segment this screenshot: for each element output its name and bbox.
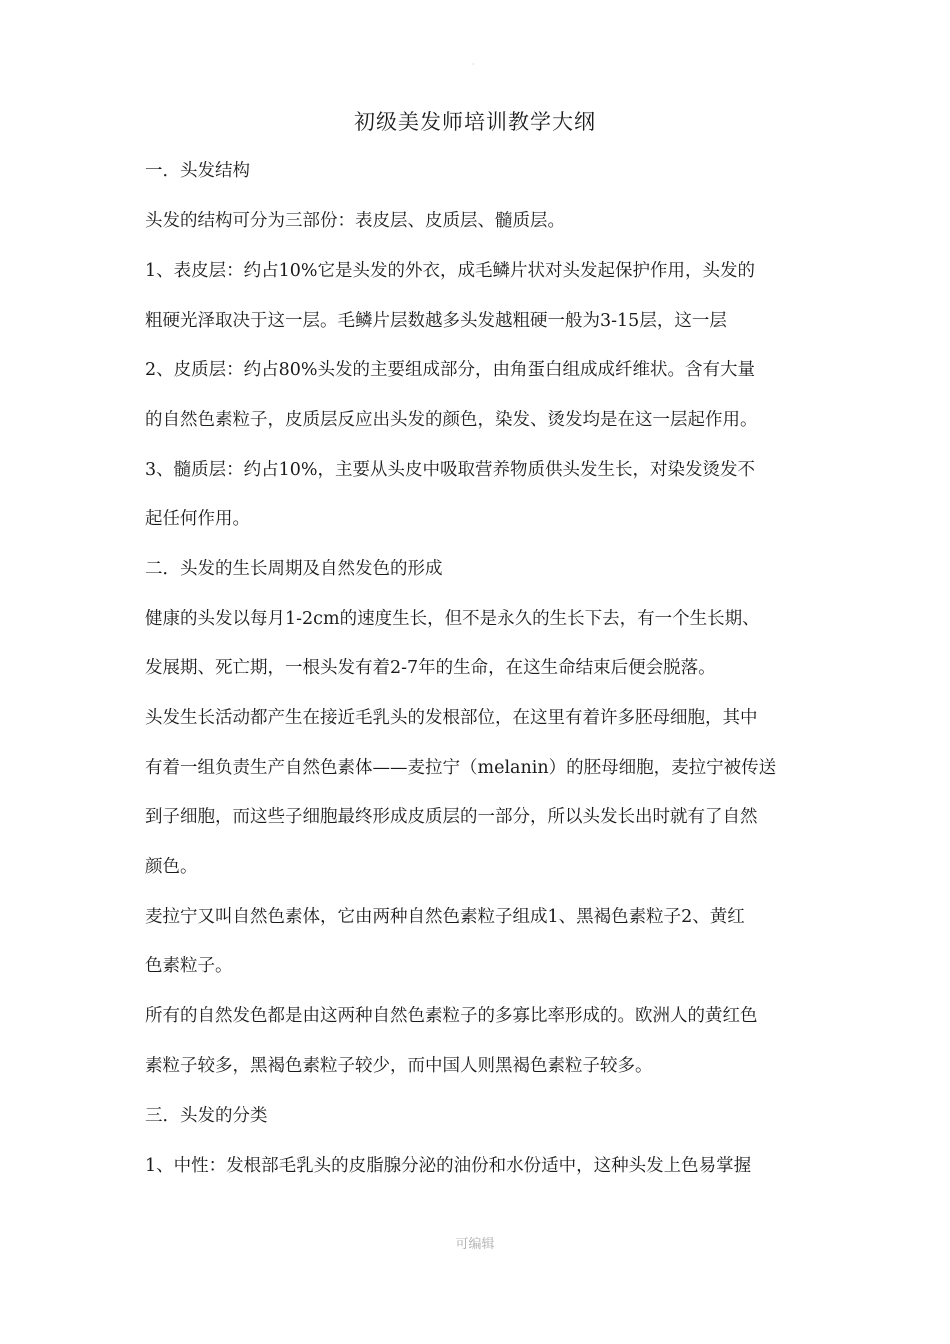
paragraph-line: 颜色。 xyxy=(145,857,198,877)
paragraph-line: 1、中性：发根部毛乳头的皮脂腺分泌的油份和水份适中，这种头发上色易掌握 xyxy=(145,1156,752,1176)
paragraph-line: 2、皮质层：约占80%头发的主要组成部分，由角蛋白组成成纤维状。含有大量 xyxy=(145,360,756,380)
section-heading-3: 三．头发的分类 xyxy=(145,1106,268,1126)
paragraph-line: 粗硬光泽取决于这一层。毛鳞片层数越多头发越粗硬一般为3-15层，这一层 xyxy=(145,311,727,331)
paragraph-line: 3、髓质层：约占10%，主要从头皮中吸取营养物质供头发生长，对染发烫发不 xyxy=(145,460,756,480)
document-title: 初级美发师培训教学大纲 xyxy=(354,110,596,134)
paragraph-line: 所有的自然发色都是由这两种自然色素粒子的多寡比率形成的。欧洲人的黄红色 xyxy=(145,1006,758,1026)
paragraph-line: 的自然色素粒子，皮质层反应出头发的颜色，染发、烫发均是在这一层起作用。 xyxy=(145,410,758,430)
paragraph-line: 素粒子较多，黑褐色素粒子较少，而中国人则黑褐色素粒子较多。 xyxy=(145,1056,653,1076)
paragraph-line: 麦拉宁又叫自然色素体，它由两种自然色素粒子组成1、黑褐色素粒子2、黄红 xyxy=(145,907,745,927)
section-heading-2: 二．头发的生长周期及自然发色的形成 xyxy=(145,559,443,579)
paragraph-line: 有着一组负责生产自然色素体——麦拉宁（melanin）的胚母细胞，麦拉宁被传送 xyxy=(145,758,777,778)
section-heading-1: 一．头发结构 xyxy=(145,161,250,181)
paragraph-line: 发展期、死亡期，一根头发有着2-7年的生命，在这生命结束后便会脱落。 xyxy=(145,658,716,678)
paragraph-line: 色素粒子。 xyxy=(145,956,233,976)
paragraph-line: 健康的头发以每月1-2cm的速度生长，但不是永久的生长下去，有一个生长期、 xyxy=(145,609,760,629)
page-footer: 可编辑 xyxy=(455,1237,495,1252)
paragraph-line: 起任何作用。 xyxy=(145,509,250,529)
header-mark: · xyxy=(472,60,475,69)
paragraph-line: 1、表皮层：约占10%它是头发的外衣，成毛鳞片状对头发起保护作用，头发的 xyxy=(145,261,756,281)
paragraph-line: 到子细胞，而这些子细胞最终形成皮质层的一部分，所以头发长出时就有了自然 xyxy=(145,807,758,827)
paragraph-line: 头发生长活动都产生在接近毛乳头的发根部位，在这里有着许多胚母细胞，其中 xyxy=(145,708,758,728)
paragraph-line: 头发的结构可分为三部份：表皮层、皮质层、髓质层。 xyxy=(145,211,565,231)
